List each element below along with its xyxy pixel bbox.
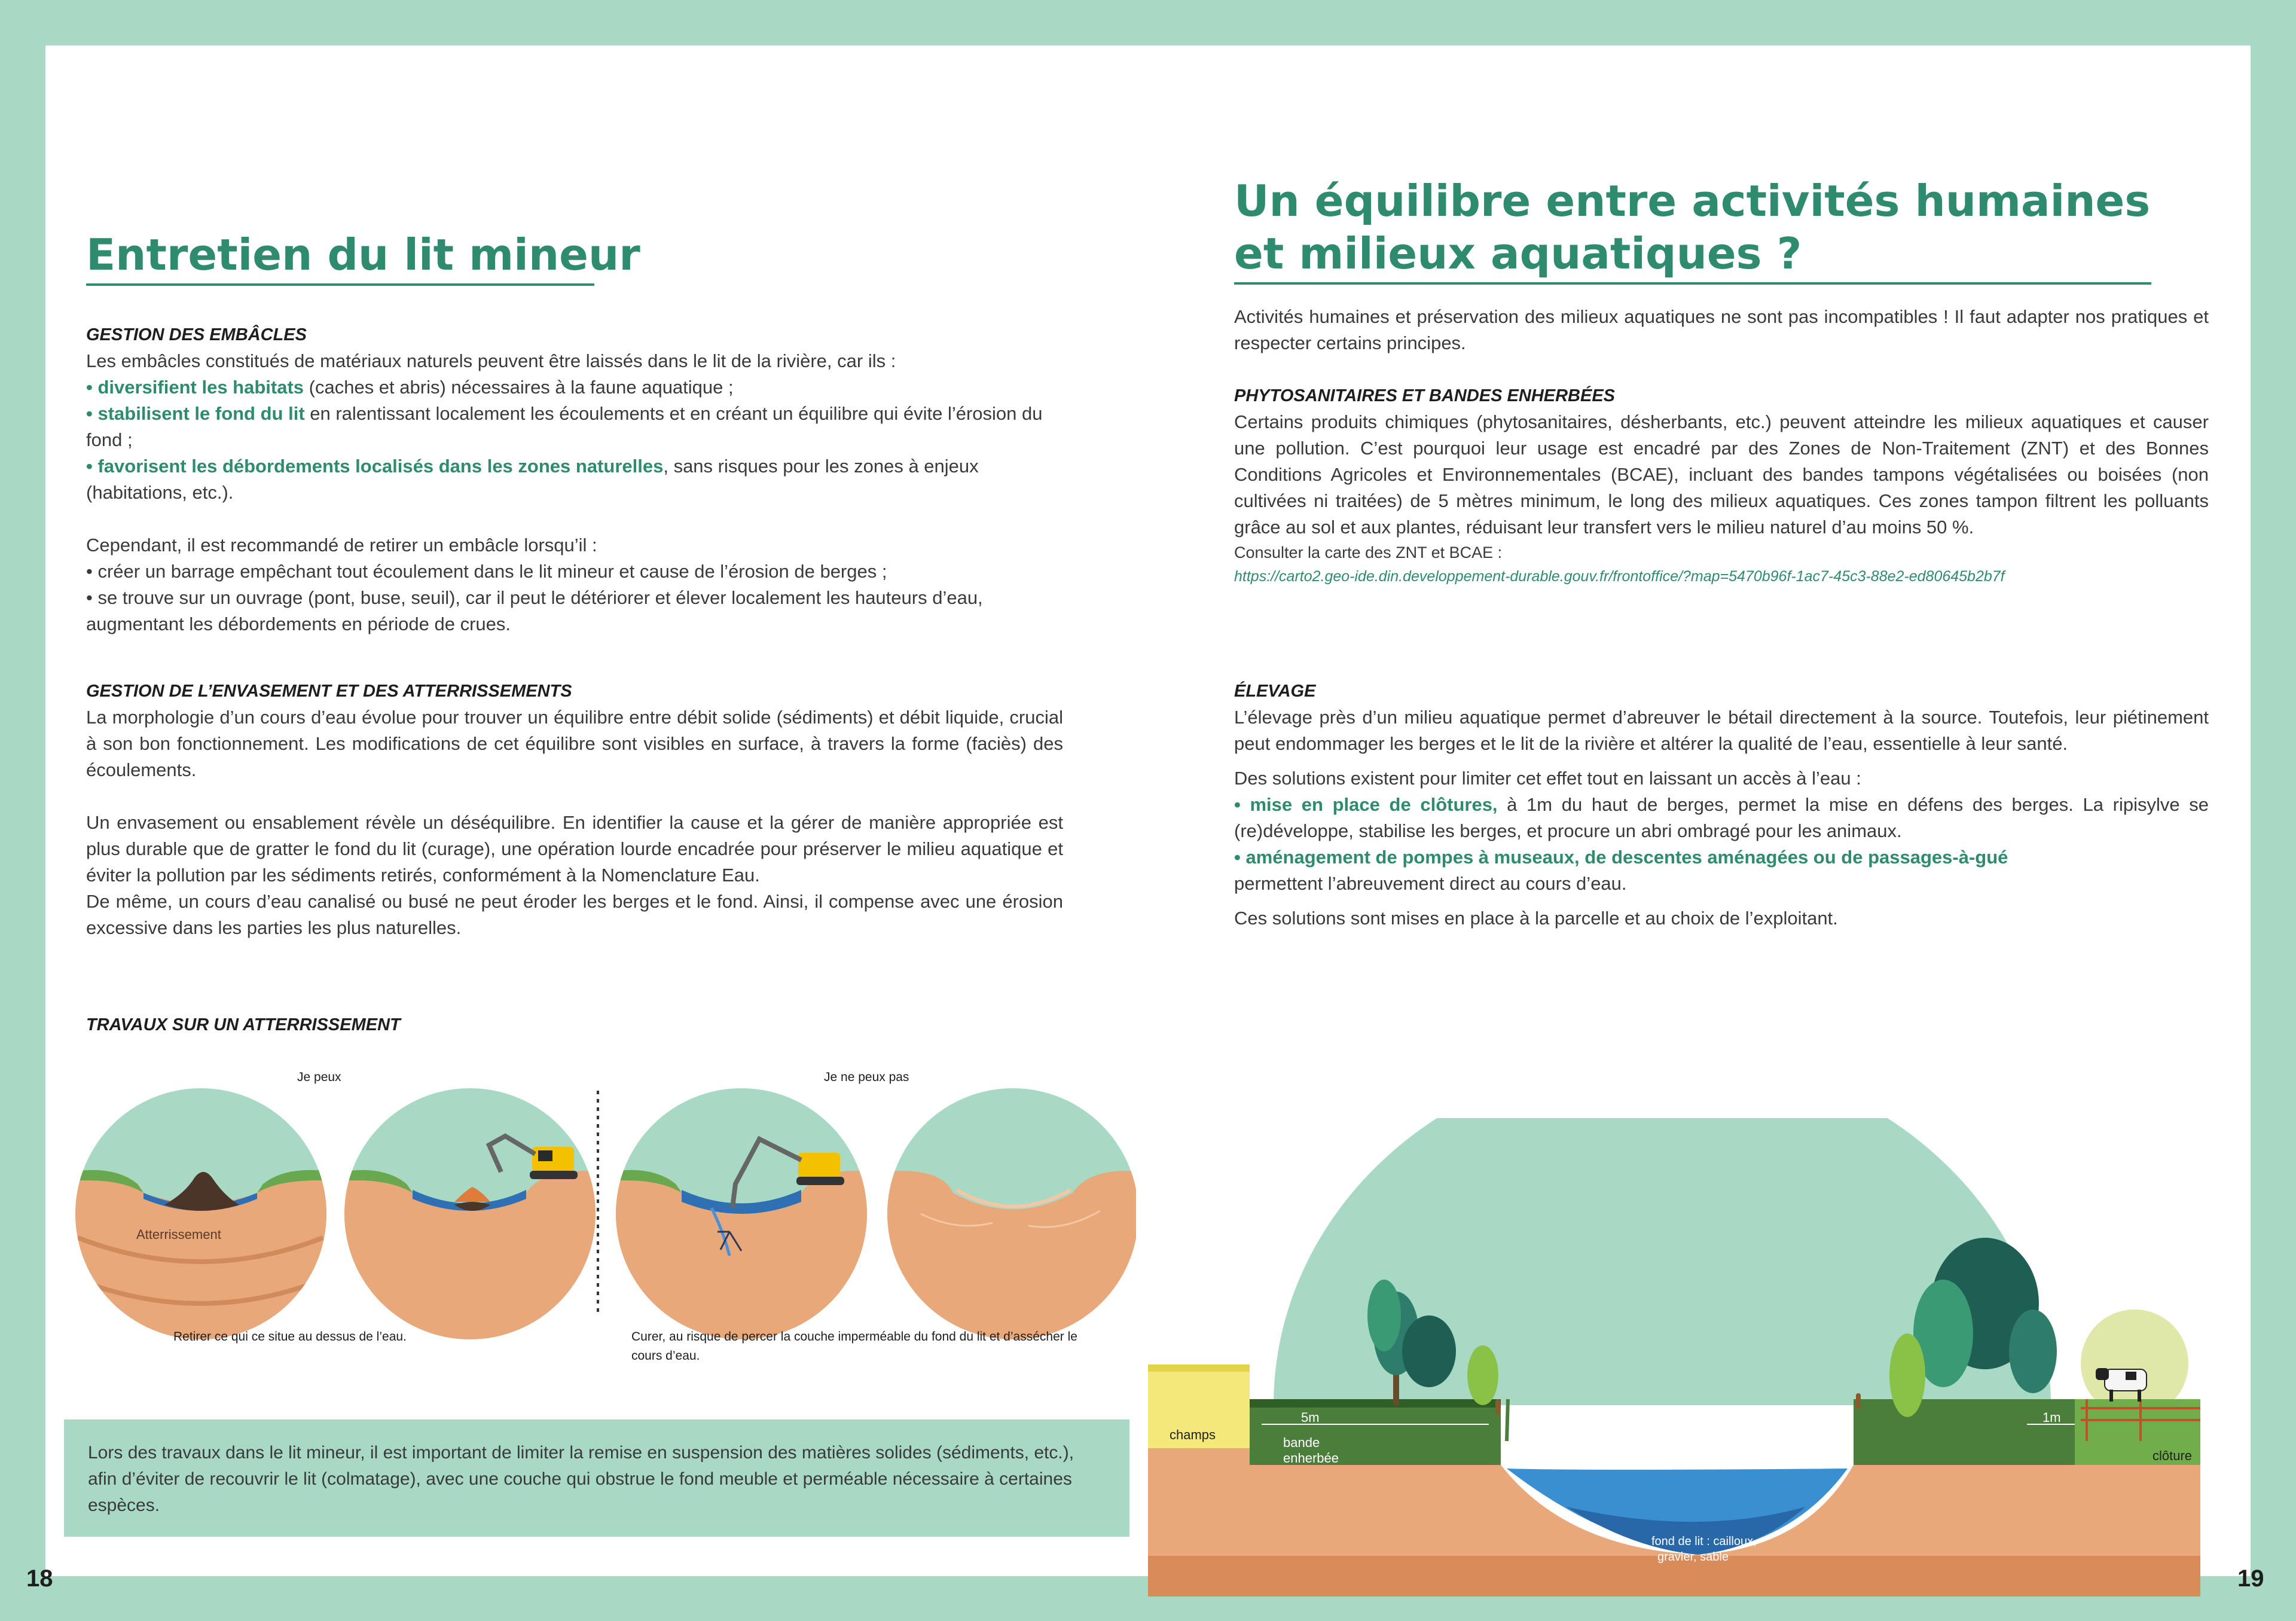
elevage-p2: Des solutions existent pour limiter cet effet tout en laissant un accès à l’eau : — [1234, 768, 1861, 789]
embacles-intro: Les embâcles constitués de matériaux naturels peuvent être laissés dans le lit de la rivière, car ils : — [86, 350, 896, 371]
envasement-p1: La morphologie d’un cours d’eau évolue pour trouver un équilibre entre débit solide (sédiments) et débit liquide, crucial à son bon fonctionnement. Les modifications de cet équilibre sont visibles en surface, à travers la forme (faciès) des écoulements. — [86, 707, 1063, 780]
envasement-heading: GESTION DE L’ENVASEMENT ET DES ATTERRISSEMENTS — [86, 682, 572, 701]
atterrissement-label: Atterrissement — [136, 1227, 221, 1242]
circle-cannot — [610, 1088, 873, 1345]
phyto-consult: Consulter la carte des ZNT et BCAE : — [1234, 544, 1503, 561]
label-enherbee: enherbée — [1283, 1451, 1339, 1466]
elevage-section — [1234, 678, 2209, 932]
travaux-heading-wrap — [86, 1012, 804, 1038]
cannot-label: Je ne peux pas — [824, 1070, 909, 1084]
embacles-condition-1: • créer un barrage empêchant tout écoulement dans le lit mineur et cause de l’érosion de berges ; — [86, 561, 887, 582]
embacles-heading: GESTION DES EMBÂCLES — [86, 325, 307, 344]
label-5m: 5m — [1301, 1410, 1320, 1425]
envasement-p2: Un envasement ou ensablement révèle un déséquilibre. En identifier la cause et la gérer de manière appropriée est plus durable que de gratter le fond du lit (curage), une opération lourde encadrée pour préserver le milieu aquatique et éviter la pollution par les sédiments retirés, conformément à la Nomenclature Eau. — [86, 812, 1063, 886]
label-fond-line-2: gravier, sable — [1657, 1550, 1729, 1564]
note-text: Lors des travaux dans le lit mineur, il est important de limiter la remise en suspension des matières solides (sédiments, etc.), afin d’éviter de recouvrir le lit (colmatage), avec une couche qui obstrue le fond meuble et perméable nécessaire à certaines espèces. — [88, 1443, 1074, 1515]
page-number-right: 19 — [2237, 1565, 2264, 1592]
right-title-rule — [1234, 282, 2151, 285]
caption-cannot: Curer, au risque de percer la couche imperméable du fond du lit et d’assécher le cours d’eau. — [631, 1330, 1077, 1363]
elevage-solution-1: • mise en place de clôtures, à 1m du haut de berges, permet la mise en défens des berges. La ripisylve se (re)développe, stabilise les berges, et procure un abri ombragé pour les animaux. — [1234, 794, 2209, 841]
elevage-p1: L’élevage près d’un milieu aquatique permet d’abreuver le bétail directement à la source. Toutefois, leur piétinement peut endommager les berges et le lit de la rivière et altérer la qualité de l’eau, essentielle à leur santé. — [1234, 707, 2209, 754]
label-cloture: clôture — [2152, 1448, 2193, 1463]
phyto-heading: PHYTOSANITAIRES ET BANDES ENHERBÉES — [1234, 386, 1616, 405]
right-intro-section — [1234, 304, 2209, 356]
left-title-rule — [86, 283, 594, 286]
travaux-heading: TRAVAUX SUR UN ATTERRISSEMENT — [86, 1015, 401, 1034]
phyto-text: Certains produits chimiques (phytosanitaires, désherbants, etc.) peuvent atteindre les milieux aquatiques et causer une pollution. C’est pourquoi leur usage est encadré par des Zones de Non-Traitement (ZNT) et des Bonnes Conditions Agricoles et Environnementales (BCAE), incluant des bandes tampons végétalisées ou boisées (non cultivées ni traitées) de 5 mètres minimum, le long des milieux aquatiques. Ces zones tampon filtrent les polluants grâce au sol et aux plantes, réduisant leur transfert vers le milieu naturel d’au moins 50 %. — [1234, 411, 2209, 538]
circle-after — [881, 1088, 1136, 1345]
note-box — [64, 1419, 1129, 1537]
river-cross-section — [1148, 1118, 2251, 1596]
phyto-section — [1234, 383, 2209, 588]
envasement-p3: De même, un cours d’eau canalisé ou busé ne peut éroder les berges et le fond. Ainsi, il compense avec une érosion excessive dans les parties les plus naturelles. — [86, 891, 1063, 938]
envasement-section — [86, 678, 1063, 941]
embacles-cependant: Cependant, il est recommandé de retirer un embâcle lorsqu’il : — [86, 535, 597, 555]
left-page-title: Entretien du lit mineur — [86, 230, 640, 280]
embacles-bullet-1: • diversifient les habitats (caches et abris) nécessaires à la faune aquatique ; — [86, 377, 734, 398]
elevage-heading: ÉLEVAGE — [1234, 682, 1316, 701]
embacles-bullet-2: • stabilisent le fond du lit en ralentissant localement les écoulements et en créant un équilibre qui évite l’érosion du fond ; — [86, 403, 1043, 450]
label-fond-line-1: fond de lit : cailloux, — [1651, 1535, 1757, 1548]
right-page-title: Un équilibre entre activités humaines et milieux aquatiques ? — [1234, 176, 2151, 279]
embacles-section — [86, 322, 1063, 637]
embacles-condition-2: • se trouve sur un ouvrage (pont, buse, seuil), car il peut le détériorer et élever localement les hauteurs d’eau, augmentant les débordements en période de crues. — [86, 587, 983, 634]
phyto-link[interactable]: https://carto2.geo-ide.din.developpement-durable.gouv.fr/frontoffice/?map=5470b96f-1ac7-45c3-88e2-ed80645b2b7f — [1234, 568, 2005, 585]
page-number-left: 18 — [26, 1565, 53, 1592]
elevage-p3: Ces solutions sont mises en place à la parcelle et au choix de l’exploitant. — [1234, 908, 1838, 929]
label-bande: bande — [1283, 1435, 1320, 1450]
elevage-solution-2: • aménagement de pompes à museaux, de descentes aménagées ou de passages-à-gué permettent l’abreuvement direct au cours d’eau. — [1234, 847, 2008, 894]
label-champs: champs — [1170, 1427, 1216, 1442]
circle-before — [60, 1088, 335, 1345]
label-1m: 1m — [2042, 1410, 2061, 1425]
embacles-bullet-3: • favorisent les débordements localisés dans les zones naturelles, sans risques pour les zones à enjeux (habitations, etc.). — [86, 456, 979, 503]
circle-can — [341, 1088, 604, 1345]
right-intro: Activités humaines et préservation des milieux aquatiques ne sont pas incompatibles ! Il faut adapter nos pratiques et respecter certains principes. — [1234, 306, 2209, 353]
can-label: Je peux — [297, 1070, 341, 1084]
caption-can: Retirer ce qui ce situe au dessus de l’eau. — [173, 1330, 407, 1344]
atterrissement-illustrations — [60, 1088, 1136, 1345]
